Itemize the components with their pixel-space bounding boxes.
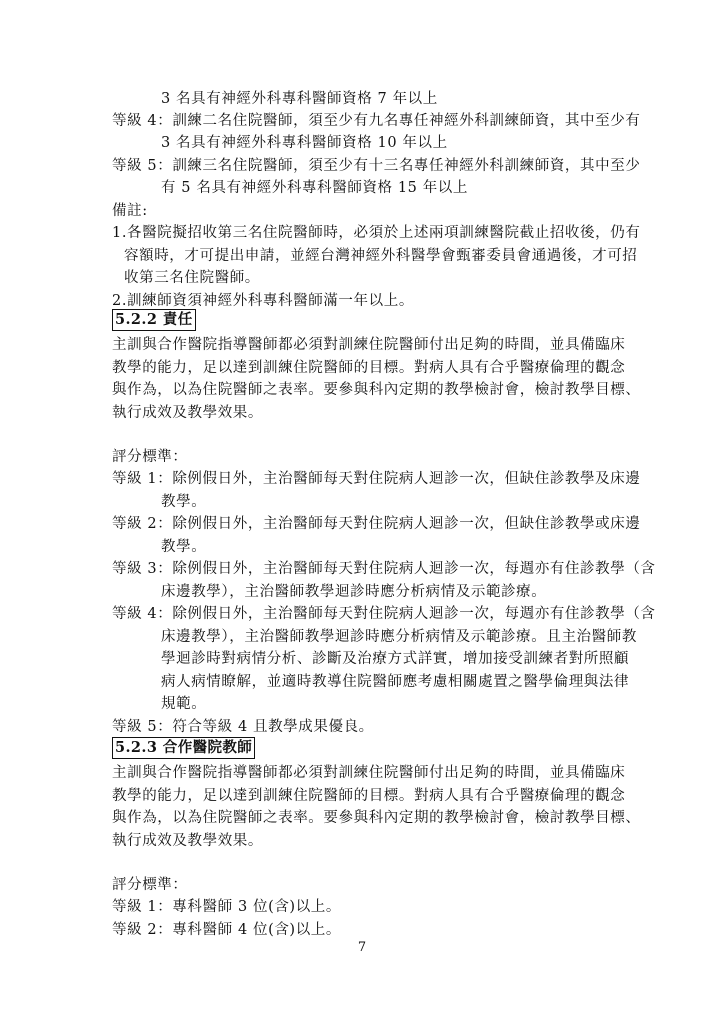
text-line: 等級 5：訓練三名住院醫師，須至少有十三名專任神經外科訓練師資，其中至少 [112,158,641,174]
criteria-line: 等級 1：除例假日外，主治醫師每天對住院病人迴診一次，但缺住診教學及床邊 [112,471,641,487]
section-body-line: 教學的能力，足以達到訓練住院醫師的目標。對病人具有合乎醫療倫理的觀念 [112,788,626,804]
remark-item: 2.訓練師資須神經外科專科醫師滿一年以上。 [112,293,414,309]
criteria-line: 等級 3：除例假日外，主治醫師每天對住院病人迴診一次，每週亦有住診教學（含 [112,561,656,577]
criteria-line: 學迴診時對病情分析、診斷及治療方式詳實，增加接受訓練者對所照顧 [161,651,630,667]
section-body-line: 執行成效及教學效果。 [112,405,263,421]
remark-item: 收第三名住院醫師。 [124,270,260,286]
remarks-title: 備註: [112,203,148,219]
criteria-line: 等級 5：符合等級 4 且教學成果優良。 [112,719,374,735]
section-body-line: 與作為，以為住院醫師之表率。要參與科內定期的教學檢討會，檢討教學目標、 [112,810,641,826]
section-body-line: 主訓與合作醫院指導醫師都必須對訓練住院醫師付出足夠的時間，並具備臨床 [112,337,626,353]
criteria-line: 病人病情瞭解，並適時教導住院醫師應考慮相關處置之醫學倫理與法律 [161,674,630,690]
section-body-line: 執行成效及教學效果。 [112,833,263,849]
text-line: 等級 4：訓練二名住院醫師，須至少有九名專任神經外科訓練師資，其中至少有 [112,113,641,129]
criteria-line: 等級 2：專科醫師 4 位(含)以上。 [112,922,341,938]
section-heading-5-2-3: 5.2.3 合作醫院教師 [112,737,255,759]
section-heading-5-2-2: 5.2.2 責任 [112,309,196,331]
section-body-line: 教學的能力，足以達到訓練住院醫師的目標。對病人具有合乎醫療倫理的觀念 [112,360,626,376]
criteria-line: 床邊教學），主治醫師教學迴診時應分析病情及示範診療。 [161,584,547,600]
criteria-line: 等級 1：專科醫師 3 位(含)以上。 [112,899,341,915]
criteria-line: 教學。 [161,539,207,555]
section-body-line: 主訓與合作醫院指導醫師都必須對訓練住院醫師付出足夠的時間，並具備臨床 [112,765,626,781]
criteria-line: 床邊教學），主治醫師教學迴診時應分析病情及示範診療。且主治醫師教 [161,629,637,645]
criteria-line: 等級 2：除例假日外，主治醫師每天對住院病人迴診一次，但缺住診教學或床邊 [112,516,641,532]
text-line: 3 名具有神經外科專科醫師資格 10 年以上 [161,135,448,151]
criteria-title: 評分標準： [112,449,188,465]
remark-item: 1.各醫院擬招收第三名住院醫師時，必須於上述兩項訓練醫院截止招收後，仍有 [112,225,641,241]
criteria-line: 教學。 [161,494,207,510]
remark-item: 容額時，才可提出申請，並經台灣神經外科醫學會甄審委員會通過後，才可招 [124,248,638,264]
criteria-line: 等級 4：除例假日外，主治醫師每天對住院病人迴診一次，每週亦有住診教學（含 [112,606,656,622]
text-line: 3 名具有神經外科專科醫師資格 7 年以上 [161,91,438,107]
criteria-title: 評分標準： [112,877,188,893]
section-body-line: 與作為，以為住院醫師之表率。要參與科內定期的教學檢討會，檢討教學目標、 [112,382,641,398]
criteria-line: 規範。 [161,696,207,712]
text-line: 有 5 名具有神經外科專科醫師資格 15 年以上 [161,180,469,196]
page-number: 7 [357,940,367,955]
